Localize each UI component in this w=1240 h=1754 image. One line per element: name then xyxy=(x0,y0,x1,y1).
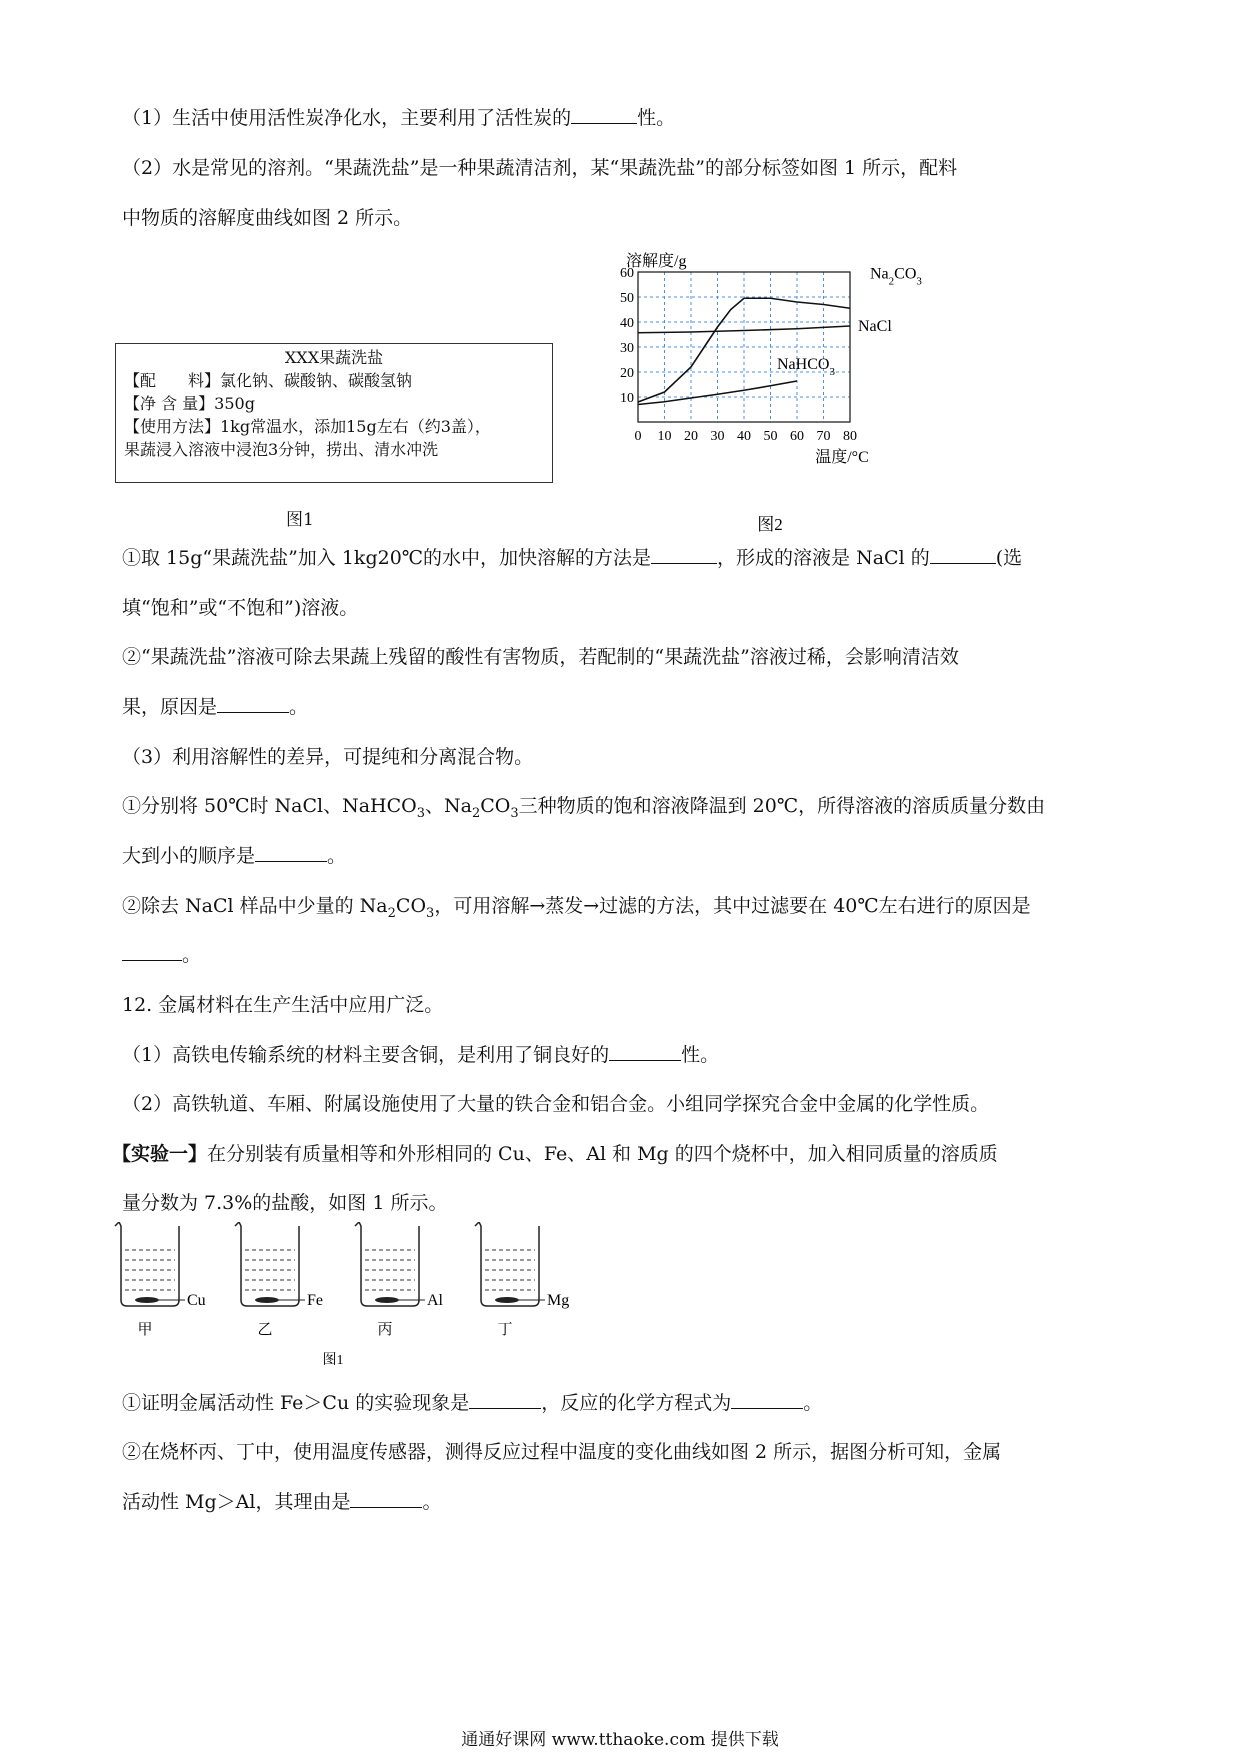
answer-blank[interactable] xyxy=(217,694,289,713)
x-tick-label: 0 xyxy=(634,429,642,444)
metal-label: Cu xyxy=(187,1292,206,1309)
label-row: 【配 料】氯化钠、碳酸钠、碳酸氢钠 xyxy=(124,371,413,390)
y-tick-label: 50 xyxy=(620,291,634,306)
beaker-name: 甲 xyxy=(137,1322,153,1338)
d1-line-b xyxy=(122,843,346,869)
exp1-heading: 【实验一】 xyxy=(112,1143,208,1165)
solubility-chart xyxy=(590,240,950,535)
x-tick-label: 60 xyxy=(790,429,804,444)
d1-text: 、Na xyxy=(425,795,472,817)
series-label-nacl: NaCl xyxy=(858,318,892,335)
c2-line-a: ②“果蔬洗盐”溶液可除去果蔬上残留的酸性有害物质，若配制的“果蔬洗盐”溶液过稀，会影响清洁效 xyxy=(122,646,959,668)
beaker xyxy=(355,1222,444,1338)
answer-blank[interactable] xyxy=(122,942,182,961)
figure2-caption: 图2 xyxy=(757,515,783,534)
c2-text-end: 。 xyxy=(289,696,309,718)
q1-line xyxy=(122,105,675,131)
c1-line-a xyxy=(122,545,1022,571)
c2-line-b xyxy=(122,694,308,720)
answer-blank[interactable] xyxy=(571,105,637,124)
y-tick-label: 30 xyxy=(620,341,634,356)
q1-text: （1）生活中使用活性炭净化水，主要利用了活性炭的 xyxy=(122,107,572,129)
x-axis-label: 温度/°C xyxy=(815,449,869,466)
metal-label: Fe xyxy=(307,1292,323,1309)
d1-line-a xyxy=(122,793,1045,827)
series-label-nahco3: NaHCO$_3$ xyxy=(777,356,835,378)
x-tick-label: 80 xyxy=(843,429,857,444)
label-row: 【使用方法】1kg常温水，添加15g左右（约3盖）， xyxy=(124,417,491,436)
e1-text-end: 。 xyxy=(803,1392,823,1414)
d1-text: 大到小的顺序是 xyxy=(122,845,256,867)
e2-line-a: ②在烧杯丙、丁中，使用温度传感器，测得反应过程中温度的变化曲线如图 2 所示，据图分析可知，金属 xyxy=(122,1441,1002,1463)
answer-blank[interactable] xyxy=(651,545,717,564)
metal-label: Mg xyxy=(547,1292,570,1309)
answer-blank[interactable] xyxy=(255,843,327,862)
x-tick-label: 70 xyxy=(816,429,831,444)
q3-line: （3）利用溶解性的差异，可提纯和分离混合物。 xyxy=(122,746,534,768)
e2-line-b xyxy=(122,1489,441,1515)
series-label-na2co3: $Na_2CO_3$ xyxy=(870,265,922,288)
exp1-line-b: 量分数为 7.3%的盐酸，如图 1 所示。 xyxy=(122,1192,448,1214)
label-row: 果蔬浸入溶液中浸泡3分钟，捞出、清水冲洗 xyxy=(124,440,439,459)
q12-1-line xyxy=(122,1042,719,1068)
footer-source: 通通好课网 www.tthaoke.com 提供下载 xyxy=(461,1730,779,1750)
e2-text-end: 。 xyxy=(422,1491,442,1513)
beaker-name: 丙 xyxy=(377,1322,393,1338)
d2-text: ，可用溶解→蒸发→过滤的方法，其中过滤要在 40℃左右进行的原因是 xyxy=(434,895,1031,917)
beaker-name: 丁 xyxy=(497,1322,513,1338)
beaker xyxy=(115,1222,206,1338)
beaker-outline xyxy=(235,1222,299,1306)
q12-2-line: （2）高铁轨道、车厢、附属设施使用了大量的铁合金和铝合金。小组同学探究合金中金属的化学性质。 xyxy=(122,1093,990,1115)
subscript: 3 xyxy=(426,905,435,921)
label-row: 【净 含 量】350g xyxy=(124,394,255,413)
d1-text-end: 。 xyxy=(327,845,347,867)
y-tick-label: 60 xyxy=(620,266,634,281)
c1-text: ①取 15g“果蔬洗盐”加入 1kg20℃的水中，加快溶解的方法是 xyxy=(122,547,652,569)
q12-1-text: （1）高铁电传输系统的材料主要含铜，是利用了铜良好的 xyxy=(122,1044,610,1066)
x-tick-label: 40 xyxy=(737,429,751,444)
e1-text: ①证明金属活动性 Fe＞Cu 的实验现象是 xyxy=(122,1392,470,1414)
c1-line-b: 填“饱和”或“不饱和”)溶液。 xyxy=(122,597,359,619)
subscript: 2 xyxy=(387,905,396,921)
d2-text: ②除去 NaCl 样品中少量的 Na xyxy=(122,895,388,917)
label-title: XXX果蔬洗盐 xyxy=(284,348,384,367)
beakers-figure xyxy=(105,1222,625,1372)
beaker-outline xyxy=(115,1222,179,1306)
subscript: 3 xyxy=(416,805,425,821)
d2-line-b xyxy=(122,942,201,968)
x-tick-label: 10 xyxy=(657,429,672,444)
y-tick-label: 20 xyxy=(620,366,634,381)
answer-blank[interactable] xyxy=(350,1489,422,1508)
x-tick-label: 50 xyxy=(763,429,778,444)
exp1-text: 在分别装有质量相等和外形相同的 Cu、Fe、Al 和 Mg 的四个烧杯中，加入相同质量的溶质质 xyxy=(207,1143,998,1165)
beaker xyxy=(235,1222,323,1338)
beaker-outline xyxy=(355,1222,419,1306)
q2-line-a: （2）水是常见的溶剂。“果蔬洗盐”是一种果蔬清洁剂，某“果蔬洗盐”的部分标签如图 1 所示，配料 xyxy=(122,157,958,179)
metal-sample xyxy=(255,1297,279,1303)
d2-line-a xyxy=(122,893,1031,927)
q12-1-text-end: 性。 xyxy=(681,1044,720,1066)
d1-text: CO xyxy=(480,795,511,817)
e2-text: 活动性 Mg＞Al，其理由是 xyxy=(122,1491,351,1513)
beaker-outline xyxy=(475,1222,539,1306)
figure1-caption: 图1 xyxy=(322,1353,344,1368)
q2-line-b: 中物质的溶解度曲线如图 2 所示。 xyxy=(122,207,413,229)
y-tick-label: 40 xyxy=(620,316,634,331)
q1-text-end: 性。 xyxy=(637,107,676,129)
metal-sample xyxy=(135,1297,159,1303)
x-tick-label: 30 xyxy=(710,429,725,444)
figure1-caption: 图1 xyxy=(286,510,314,530)
subscript: 3 xyxy=(510,805,519,821)
metal-sample xyxy=(375,1297,399,1303)
x-tick-label: 20 xyxy=(684,429,698,444)
answer-blank[interactable] xyxy=(469,1390,541,1409)
c1-text-mid: ，形成的溶液是 NaCl 的 xyxy=(717,547,930,569)
e1-line xyxy=(122,1390,822,1416)
subscript: 2 xyxy=(471,805,481,821)
e1-text-mid: ，反应的化学方程式为 xyxy=(541,1392,732,1414)
beaker-name: 乙 xyxy=(257,1322,273,1338)
d1-text: ①分别将 50℃时 NaCl、NaHCO xyxy=(122,795,417,817)
y-axis-label: 溶解度/g xyxy=(626,253,687,270)
q12-line: 12. 金属材料在生产生活中应用广泛。 xyxy=(122,994,444,1016)
y-tick-label: 10 xyxy=(620,391,634,406)
answer-blank[interactable] xyxy=(609,1042,681,1061)
beaker xyxy=(475,1222,569,1338)
product-label xyxy=(115,343,553,483)
answer-blank[interactable] xyxy=(930,545,996,564)
d2-text: CO xyxy=(395,895,427,917)
c2-text: 果，原因是 xyxy=(122,696,218,718)
d1-text: 三种物质的饱和溶液降温到 20℃，所得溶液的溶质质量分数由 xyxy=(518,795,1046,817)
metal-sample xyxy=(495,1297,519,1303)
c1-text-end: (选 xyxy=(995,547,1023,569)
d2-text-end: 。 xyxy=(182,944,202,966)
metal-label: Al xyxy=(427,1292,443,1309)
answer-blank[interactable] xyxy=(731,1390,803,1409)
exp1-line-a xyxy=(112,1141,998,1167)
